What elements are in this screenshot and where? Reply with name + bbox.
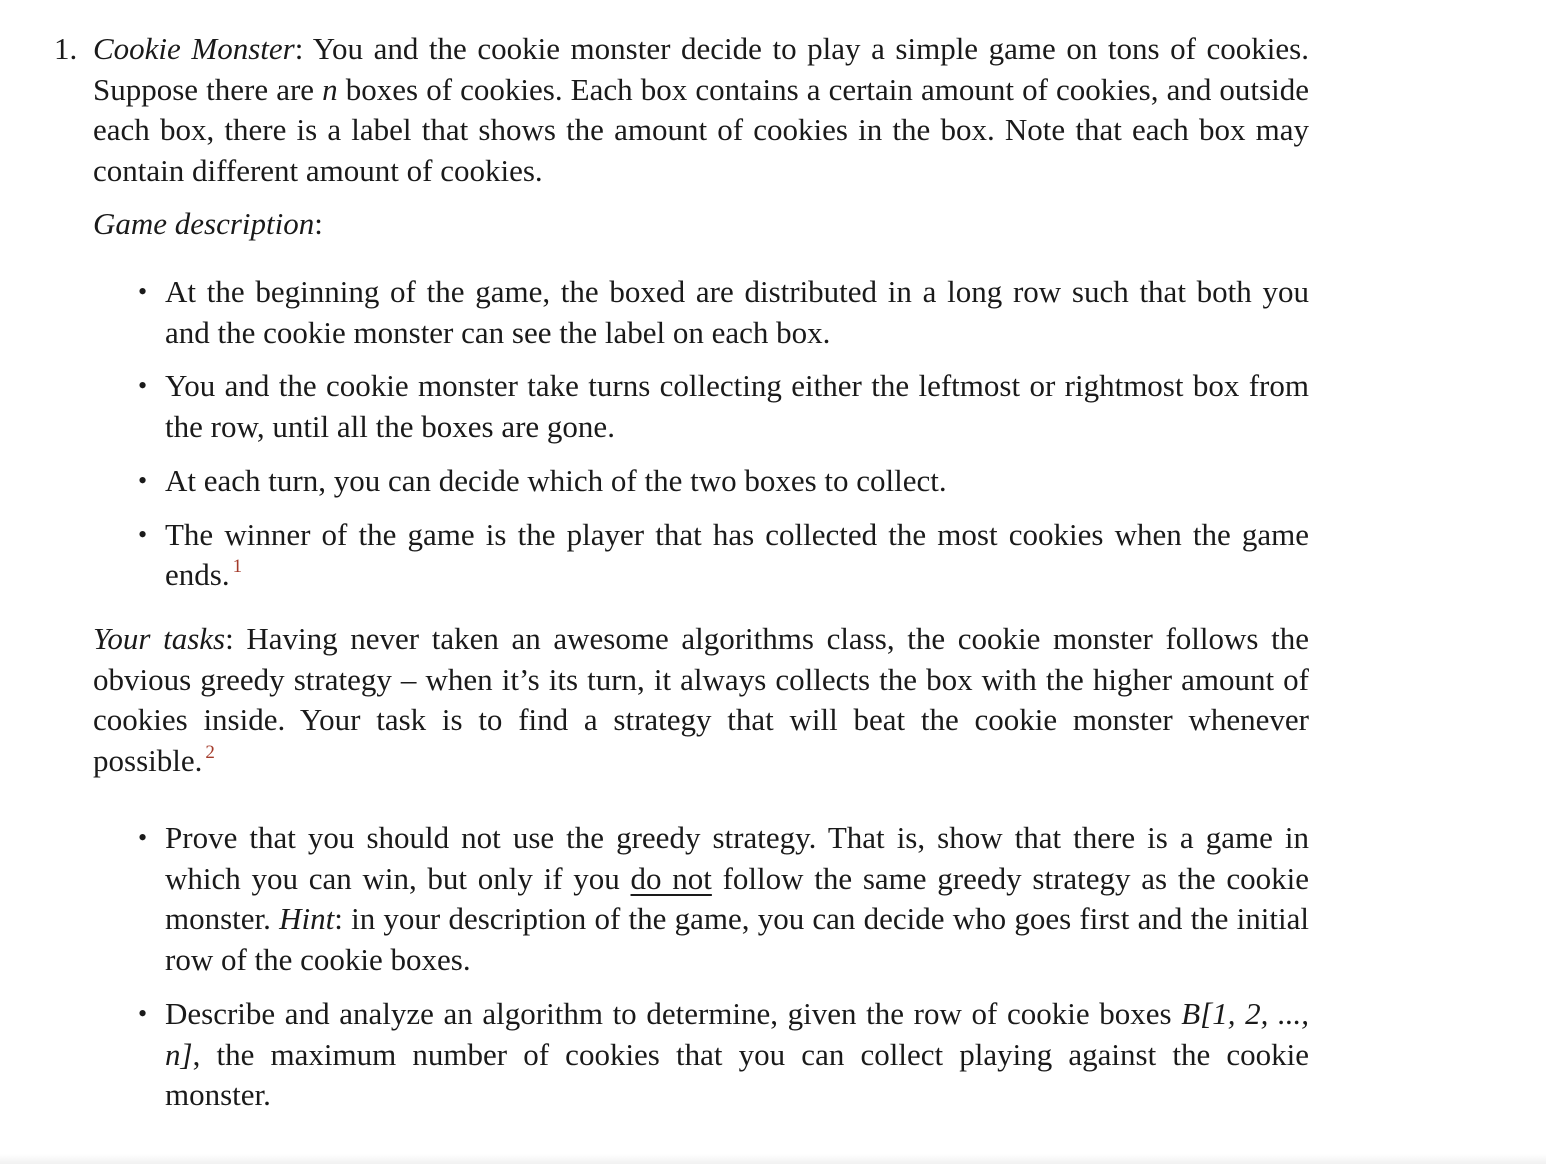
problem-intro	[93, 29, 1309, 192]
game-rules-list	[138, 272, 1309, 596]
bullet-icon: •	[138, 371, 148, 401]
list-item: • You and the cookie monster take turns collecting either the leftmost or rightmost box from the row, until all the boxes are gone.	[138, 368, 1309, 445]
underlined-do-not: do not	[630, 860, 712, 896]
bullet-icon: •	[138, 519, 148, 549]
footnote-marker-2[interactable]: 2	[205, 742, 215, 764]
tasks-heading: Your tasks	[93, 621, 226, 656]
math-expression: B[1, 2, ..., n]	[165, 995, 1309, 1072]
intro-text: : You and the cookie monster decide to play a simple game on tons of cookies. Suppose there are	[93, 31, 1309, 107]
bullet-icon: •	[138, 823, 148, 852]
list-item: • Describe and analyze an algorithm to determine, given the row of cookie boxes B[1, 2, ..., n], the maximum number of cookies that you can collect playing against the cookie monster.	[138, 995, 1309, 1113]
list-item: • The winner of the game is the player that has collected the most cookies when the game ends. $^1$	[138, 516, 1309, 593]
tasks-paragraph	[93, 619, 1309, 782]
bullet-icon: •	[138, 998, 148, 1028]
list-item: • At each turn, you can decide which of the two boxes to collect.	[165, 461, 1309, 502]
hint-label: Hint	[279, 901, 335, 937]
tasks-text: : Having never taken an awesome algorithms class, the cookie monster follows the obvious greedy strategy – when it’s its turn, it always collects the box with the higher amount of cookies inside. Your task is to find a strategy that will beat the cookie monster whenever possible.	[93, 621, 1309, 779]
intro-text-end: boxes of cookies. Each box contains a certain amount of cookies, and outside each box, there is a label that shows the amount of cookies in the box. Note that each box may contain different amount of cookies.	[93, 71, 1309, 189]
tasks-list	[138, 818, 1309, 1116]
bullet-icon: •	[138, 465, 148, 495]
problem-number: 1.	[54, 31, 78, 66]
intro-variable-n: n	[322, 71, 338, 107]
list-item: • Prove that you should not use the greedy strategy. That is, show that there is a game in which you can win, but only if you do not follow the same greedy strategy as the cookie monster. Hint: in your description of the game, you can decide who goes first and the initial row of the cookie boxes.	[138, 820, 1309, 978]
footnote-marker-1[interactable]: 1	[232, 556, 243, 578]
list-item: • At the beginning of the game, the boxed are distributed in a long row such that both you and the cookie monster can see the label on each box.	[138, 274, 1309, 350]
bullet-icon: •	[138, 277, 148, 306]
game-description-heading: Game description:	[93, 206, 323, 241]
problem-title: Cookie Monster	[93, 31, 295, 66]
page-bottom-edge	[0, 1154, 1546, 1164]
